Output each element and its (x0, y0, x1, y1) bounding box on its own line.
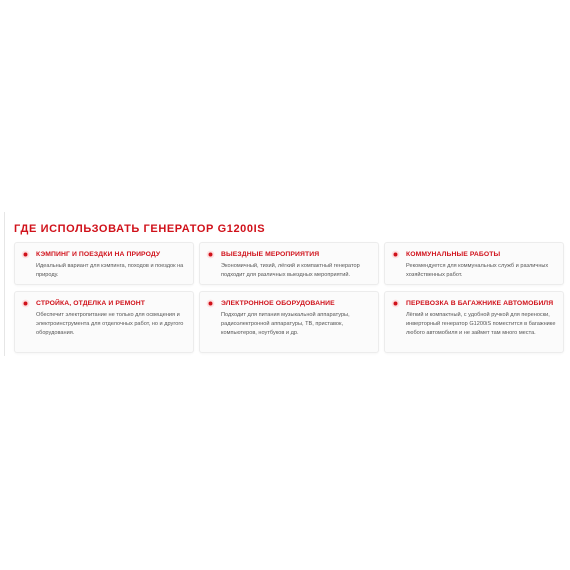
usage-card-events (199, 242, 379, 285)
usage-card-car-transport (384, 291, 564, 353)
left-divider (4, 212, 5, 356)
card-description: Экономичный, тихий, лёгкий и компактный генератор подходит для различных выездных мероприятий. (221, 263, 360, 278)
bullet-icon (206, 299, 215, 308)
card-title: СТРОЙКА, ОТДЕЛКА И РЕМОНТ (36, 299, 146, 307)
usage-card-construction (14, 291, 194, 353)
card-title: ЭЛЕКТРОННОЕ ОБОРУДОВАНИЕ (221, 299, 335, 307)
bullet-icon (391, 299, 400, 308)
usage-section (14, 222, 564, 336)
bullet-icon (21, 299, 30, 308)
card-title: ВЫЕЗДНЫЕ МЕРОПРИЯТИЯ (221, 250, 320, 258)
usage-cards-grid (14, 242, 564, 353)
usage-card-camping (14, 242, 194, 285)
usage-card-utility (384, 242, 564, 285)
card-title: КОММУНАЛЬНЫЕ РАБОТЫ (406, 250, 501, 258)
card-title: КЭМПИНГ И ПОЕЗДКИ НА ПРИРОДУ (36, 250, 161, 258)
card-description: Рекомендуется для коммунальных служб и различных хозяйственных работ. (406, 263, 549, 278)
usage-card-electronics (199, 291, 379, 353)
card-description: Обеспечит электропитание не только для освещения и электроинструмента для отделочных работ, но и другого оборудования. (36, 312, 184, 336)
card-description: Подходит для питания музыкальной аппаратуры, радиоэлектронной аппаратуры, ТВ, приставок, компьютеров, ноутбуков и др. (221, 312, 350, 336)
section-title: ГДЕ ИСПОЛЬЗОВАТЬ ГЕНЕРАТОР G1200IS (14, 223, 266, 235)
card-description: Лёгкий и компактный, с удобной ручкой для переноски, инверторный генератор G1200iS поместится в багажнике любого автомобиля и не займет там много места. (406, 312, 556, 336)
card-description: Идеальный вариант для кэмпинга, походов и поездок на природу. (36, 263, 184, 278)
bullet-icon (206, 250, 215, 259)
card-title: ПЕРЕВОЗКА В БАГАЖНИКЕ АВТОМОБИЛЯ (406, 299, 554, 307)
bullet-icon (21, 250, 30, 259)
bullet-icon (391, 250, 400, 259)
